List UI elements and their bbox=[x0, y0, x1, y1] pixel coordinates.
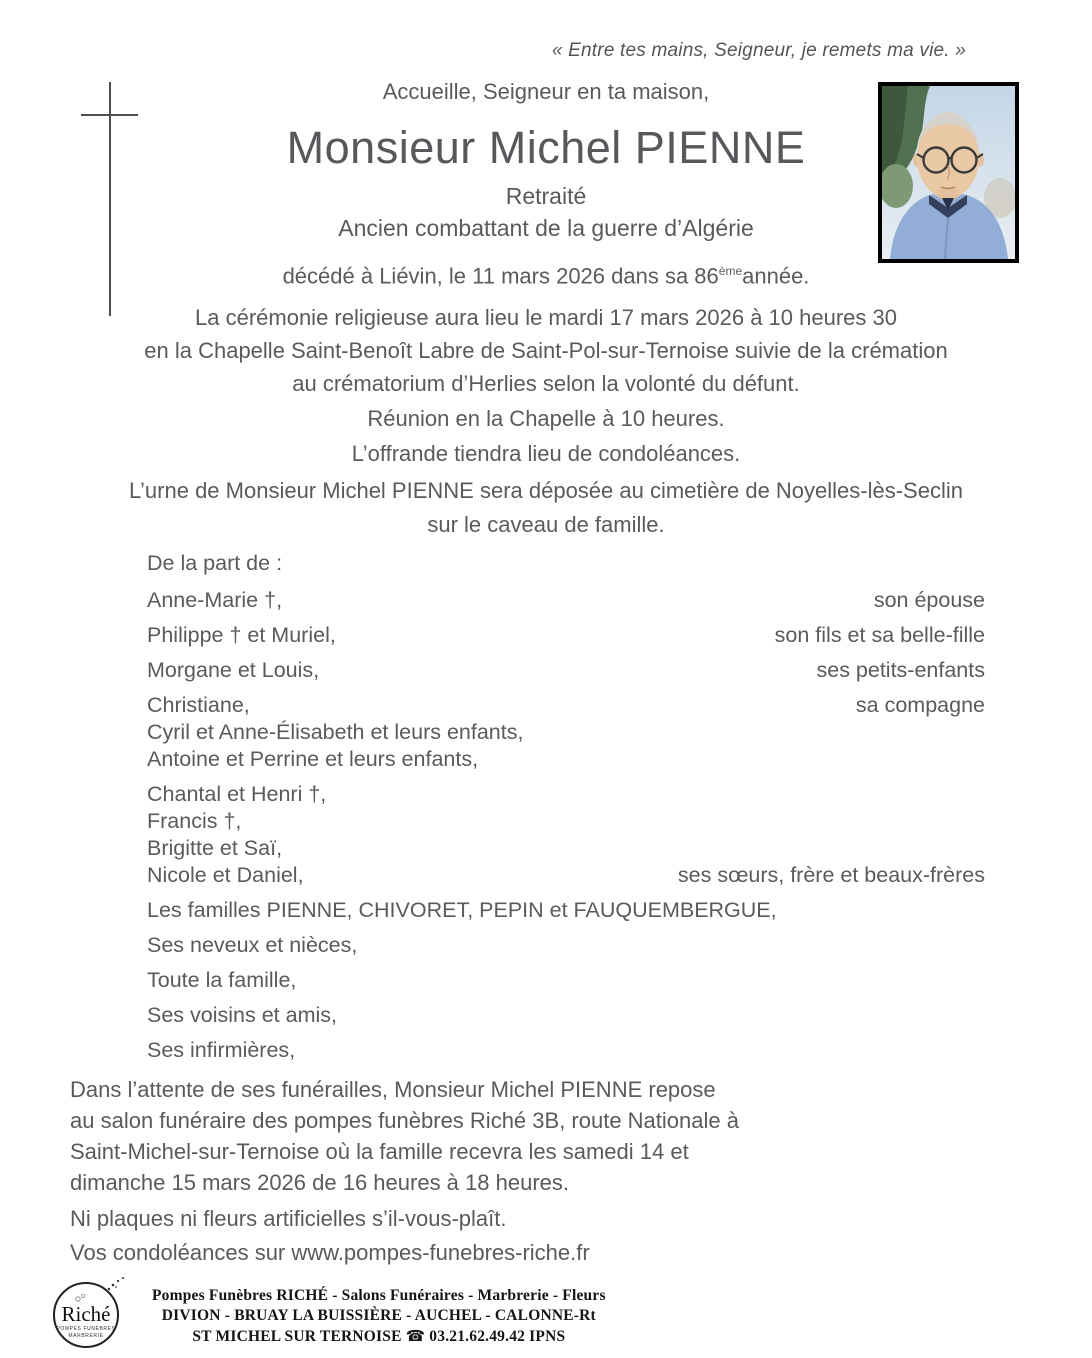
logo-subtitle-text: POMPES FUNÈBRES bbox=[56, 1326, 116, 1333]
family-name: Ses voisins et amis, bbox=[147, 1003, 337, 1028]
family-list bbox=[147, 587, 985, 1064]
footer-line-cities: DIVION - BRUAY LA BUISSIÈRE - AUCHEL - CALONNE-Rt bbox=[161, 1307, 596, 1325]
family-row bbox=[147, 808, 985, 835]
footer-address-block bbox=[152, 1286, 606, 1347]
family-row bbox=[147, 781, 985, 808]
family-name: Toute la famille, bbox=[147, 968, 297, 993]
deceased-status: Retraité bbox=[505, 183, 587, 209]
deceased-veteran-line: Ancien combattant de la guerre d’Algérie bbox=[338, 215, 754, 241]
riche-logo bbox=[50, 1274, 142, 1350]
urn-line: L’urne de Monsieur Michel PIENNE sera déposée au cimetière de Noyelles-lès-Seclin bbox=[129, 478, 963, 504]
portrait-illustration bbox=[882, 86, 1015, 259]
family-relation: sa compagne bbox=[855, 693, 985, 718]
death-date-suffix: année. bbox=[742, 263, 810, 289]
repose-line: Saint-Michel-sur-Ternoise où la famille recevra les samedi 14 et bbox=[70, 1139, 689, 1165]
phone-icon: ☎ bbox=[405, 1327, 426, 1346]
footer-city-text: ST MICHEL SUR TERNOISE bbox=[192, 1328, 406, 1346]
family-row bbox=[147, 835, 985, 862]
family-name: Ses infirmières, bbox=[147, 1038, 296, 1063]
repose-line: dimanche 15 mars 2026 de 16 heures à 18 heures. bbox=[70, 1170, 569, 1196]
ceremony-paragraph bbox=[0, 301, 1092, 400]
family-row bbox=[147, 746, 985, 773]
logo-name-text: Riché bbox=[61, 1302, 111, 1327]
family-name: Philippe † et Muriel, bbox=[147, 623, 336, 648]
urn-line: sur le caveau de famille. bbox=[427, 512, 665, 538]
deceased-name-title: Monsieur Michel PIENNE bbox=[286, 122, 806, 173]
cross-icon bbox=[109, 82, 111, 316]
family-name: Antoine et Perrine et leurs enfants, bbox=[147, 747, 479, 772]
family-name: Nicole et Daniel, bbox=[147, 863, 304, 888]
repose-line: Dans l’attente de ses funérailles, Monsieur Michel PIENNE repose bbox=[70, 1077, 716, 1103]
ceremony-line: au crématorium d’Herlies selon la volonté du défunt. bbox=[292, 371, 800, 397]
family-relation: ses sœurs, frère et beaux-frères bbox=[677, 863, 985, 888]
funeral-home-footer bbox=[50, 1274, 1092, 1350]
family-name: Les familles PIENNE, CHIVORET, PEPIN et FAUQUEMBERGUE, bbox=[147, 898, 777, 923]
family-row bbox=[147, 1002, 985, 1029]
invocation-line: Accueille, Seigneur en ta maison, bbox=[382, 79, 710, 104]
family-relation: son épouse bbox=[873, 588, 985, 613]
condolences-website-line: Vos condoléances sur www.pompes-funebres-riche.fr bbox=[70, 1240, 590, 1266]
family-name: Cyril et Anne-Élisabeth et leurs enfants, bbox=[147, 720, 524, 745]
ceremony-line: en la Chapelle Saint-Benoît Labre de Saint-Pol-sur-Ternoise suivie de la crémation bbox=[144, 338, 948, 364]
family-row bbox=[147, 1037, 985, 1064]
family-row bbox=[147, 657, 985, 684]
portrait-photo bbox=[878, 82, 1019, 263]
footer-line-services: Pompes Funèbres RICHÉ - Salons Funéraires - Marbrerie - Fleurs bbox=[152, 1287, 606, 1305]
footer-phone-text: 03.21.62.49.42 IPNS bbox=[425, 1328, 566, 1346]
family-relation: son fils et sa belle-fille bbox=[774, 623, 985, 648]
death-date-text: décédé à Liévin, le 11 mars 2026 dans sa 86 bbox=[282, 263, 719, 289]
family-name: Francis †, bbox=[147, 809, 242, 834]
reunion-line: Réunion en la Chapelle à 10 heures. bbox=[367, 406, 725, 432]
family-name: Anne-Marie †, bbox=[147, 588, 283, 613]
family-row bbox=[147, 862, 985, 889]
family-name: Chantal et Henri †, bbox=[147, 782, 327, 807]
urn-paragraph bbox=[0, 474, 1092, 542]
ordinal-superscript: ème bbox=[718, 264, 743, 278]
family-heading: De la part de : bbox=[147, 551, 283, 576]
closing-section bbox=[70, 1074, 1012, 1268]
family-row bbox=[147, 719, 985, 746]
family-name: Brigitte et Saï, bbox=[147, 836, 283, 861]
family-name: Christiane, bbox=[147, 693, 250, 718]
family-name: Morgane et Louis, bbox=[147, 658, 320, 683]
logo-subtitle-text: MARBRERIE bbox=[68, 1333, 104, 1340]
family-row bbox=[147, 967, 985, 994]
cross-icon bbox=[81, 114, 138, 116]
family-row bbox=[147, 932, 985, 959]
family-row bbox=[147, 622, 985, 649]
family-row bbox=[147, 692, 985, 719]
epigraph-quote: « Entre tes mains, Seigneur, je remets ma vie. » bbox=[551, 40, 966, 61]
footer-line-phone bbox=[152, 1326, 606, 1347]
family-section bbox=[147, 550, 985, 1064]
repose-line: au salon funéraire des pompes funèbres Riché 3B, route Nationale à bbox=[70, 1108, 739, 1134]
family-row bbox=[147, 587, 985, 614]
no-flowers-line: Ni plaques ni fleurs artificielles s’il-vous-plaît. bbox=[70, 1206, 507, 1232]
family-name: Ses neveux et nièces, bbox=[147, 933, 358, 958]
family-row bbox=[147, 897, 985, 924]
ceremony-line: La cérémonie religieuse aura lieu le mardi 17 mars 2026 à 10 heures 30 bbox=[195, 305, 897, 331]
family-relation: ses petits-enfants bbox=[816, 658, 985, 683]
offering-line: L’offrande tiendra lieu de condoléances. bbox=[351, 441, 741, 467]
